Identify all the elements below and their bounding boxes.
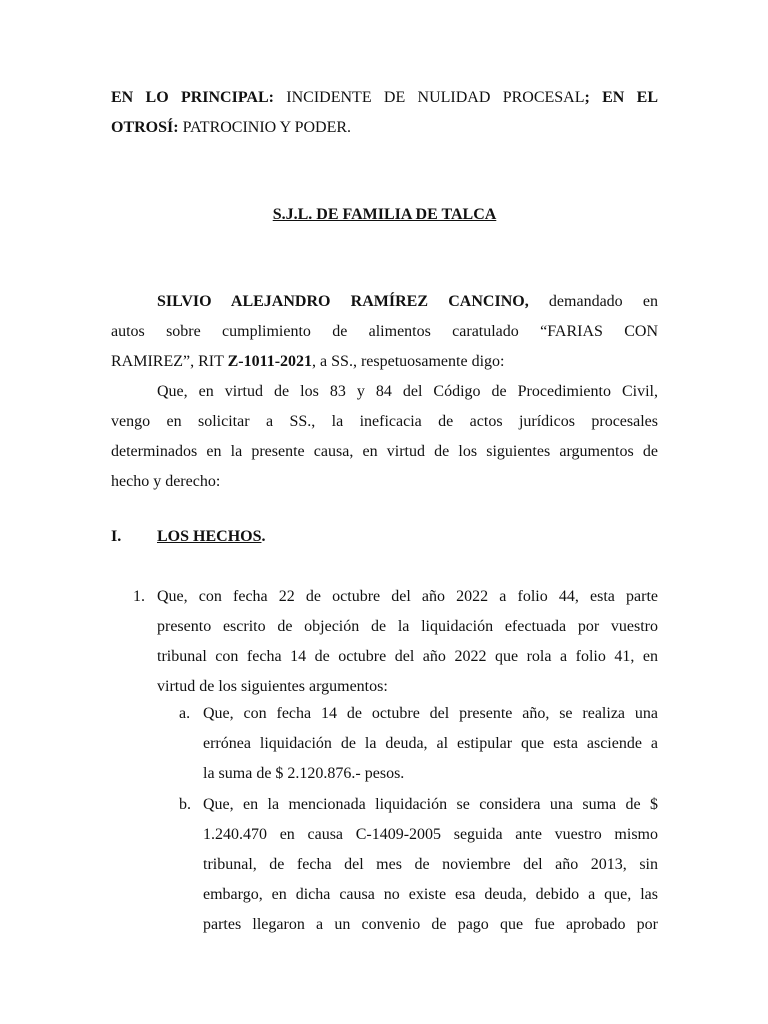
paragraph-2-line-3: determinados en la presente causa, en virtud de los siguientes argumentos de xyxy=(111,443,658,460)
heading-line-2 xyxy=(111,113,658,143)
list-item-line: virtud de los siguientes argumentos: xyxy=(157,678,388,695)
court-title: S.J.L. DE FAMILIA DE TALCA xyxy=(272,206,497,223)
section-title xyxy=(157,522,265,552)
intro-line-3-text-b: , a SS., respetuosamente digo: xyxy=(312,353,505,370)
intro-line-2: autos sobre cumplimiento de alimentos caratulado “FARIAS CON xyxy=(111,323,658,340)
otrosi-text: PATROCINIO Y PODER. xyxy=(178,119,352,136)
intro-line-3-text-a: RAMIREZ”, RIT xyxy=(111,353,228,370)
sub-item-line: Que, con fecha 14 de octubre del presente año, se realiza una xyxy=(203,705,658,722)
sub-item-line: la suma de $ 2.120.876.- pesos. xyxy=(203,765,405,782)
sub-item-b xyxy=(179,790,658,940)
principal-text: INCIDENTE DE NULIDAD PROCESAL xyxy=(273,89,585,106)
rit-number: Z-1011-2021 xyxy=(227,353,313,370)
defendant-name: SILVIO ALEJANDRO RAMÍREZ CANCINO, xyxy=(157,293,529,310)
list-item-line: tribunal con fecha 14 de octubre del año 2022 que rola a folio 41, en xyxy=(157,648,658,665)
sub-item-line: 1.240.470 en causa C-1409-2005 seguida ante vuestro mismo xyxy=(203,826,658,843)
list-item-line: Que, con fecha 22 de octubre del año 2022 a folio 44, esta parte xyxy=(157,588,658,605)
list-item-number: 1. xyxy=(133,588,145,605)
sub-item-a xyxy=(179,699,658,789)
sub-item-line: embargo, en dicha causa no existe esa deuda, debido a que, las xyxy=(203,886,658,903)
sub-item-line: partes llegaron a un convenio de pago que fue aprobado por xyxy=(203,916,658,933)
heading-semicolon: ; xyxy=(584,89,590,106)
heading-line-1 xyxy=(111,83,658,113)
paragraph-2-line-1: Que, en virtud de los 83 y 84 del Código de Procedimiento Civil, xyxy=(157,383,658,400)
document-heading xyxy=(111,83,658,143)
intro-line-1 xyxy=(111,287,658,317)
intro-paragraphs xyxy=(111,287,658,497)
otrosi-label-part1: EN EL xyxy=(589,89,658,106)
intro-line-3 xyxy=(111,347,658,377)
section-numeral: I. xyxy=(111,528,122,545)
sub-item-line: Que, en la mencionada liquidación se considera una suma de $ xyxy=(203,796,658,813)
section-title-dot: . xyxy=(261,528,266,545)
otrosi-label-part2: OTROSÍ: xyxy=(111,119,179,136)
sub-item-line: errónea liquidación de la deuda, al estipular que esta asciende a xyxy=(203,735,658,752)
sub-item-letter: b. xyxy=(179,796,191,813)
paragraph-2-line-4: hecho y derecho: xyxy=(111,473,221,490)
intro-line-1-text: demandado en xyxy=(528,293,659,310)
sub-item-line: tribunal, de fecha del mes de noviembre del año 2013, sin xyxy=(203,856,658,873)
paragraph-2-line-2: vengo en solicitar a SS., la ineficacia de actos jurídicos procesales xyxy=(111,413,658,430)
section-title-text: LOS HECHOS xyxy=(157,528,262,545)
sub-item-letter: a. xyxy=(179,705,191,722)
principal-label: EN LO PRINCIPAL: xyxy=(111,89,274,106)
list-item-1 xyxy=(133,582,658,702)
list-item-line: presento escrito de objeción de la liquidación efectuada por vuestro xyxy=(157,618,658,635)
